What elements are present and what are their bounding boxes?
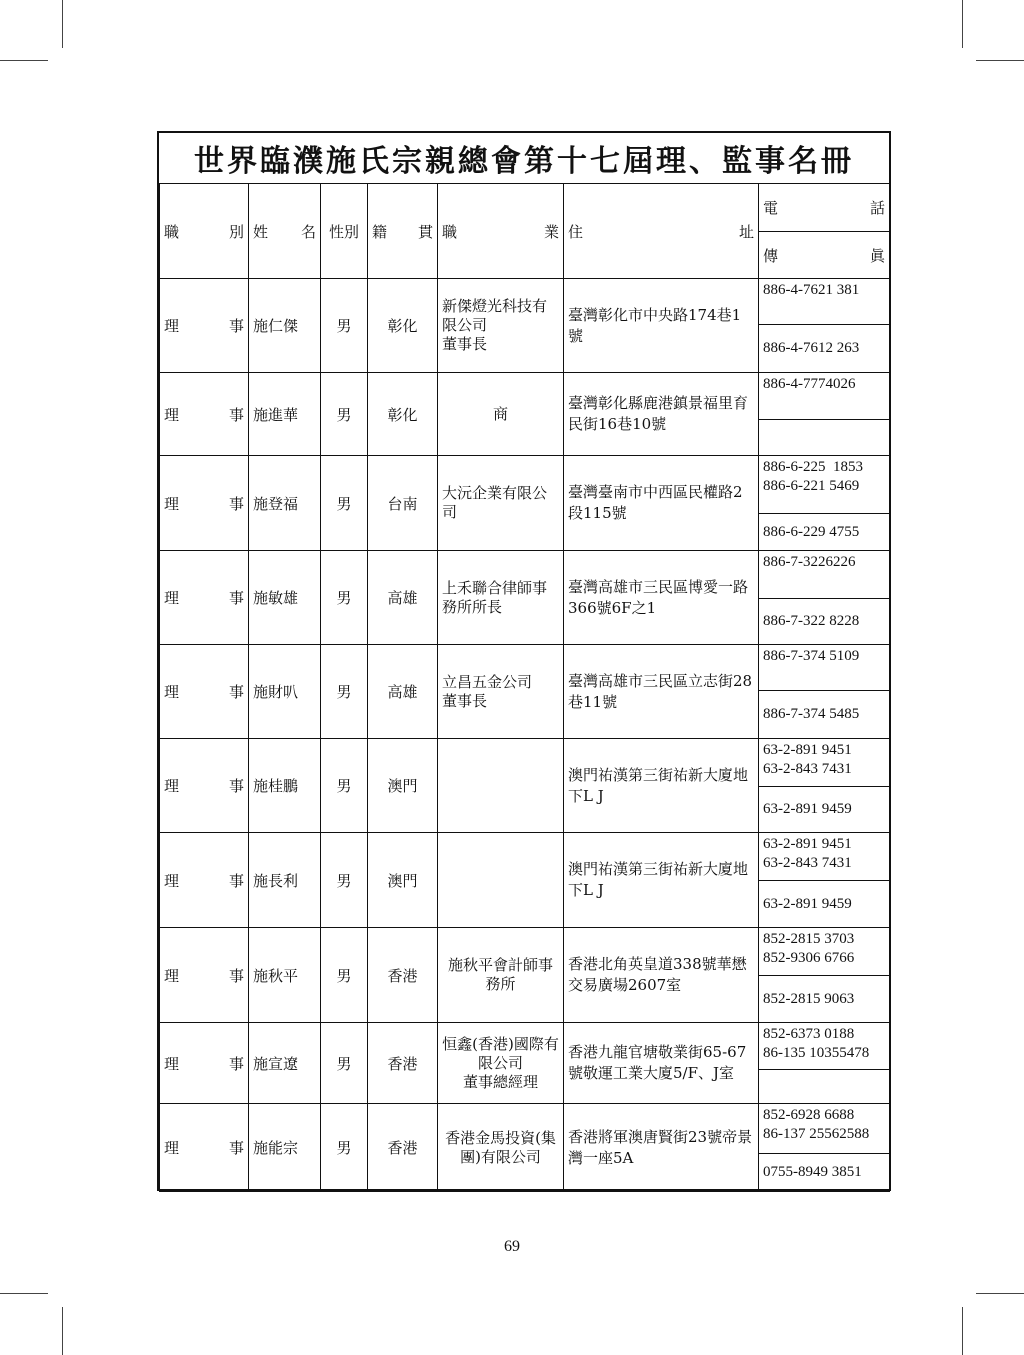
gender-cell: 男: [321, 279, 368, 373]
position-cell: 理 事: [160, 373, 249, 456]
gender-cell: 男: [321, 373, 368, 456]
position-cell: 理 事: [160, 279, 249, 373]
name-cell: 施進華: [249, 373, 321, 456]
crop-mark: [962, 1307, 963, 1355]
gender-cell: 男: [321, 1104, 368, 1192]
occupation-cell: 恒鑫(香港)國際有限公司 董事總經理: [438, 1023, 564, 1104]
position-cell: 理 事: [160, 1023, 249, 1104]
name-cell: 施秋平: [249, 928, 321, 1023]
fax-cell: 886-4-7612 263: [759, 325, 890, 373]
origin-cell: 彰化: [368, 279, 438, 373]
header-fax: 傳 眞: [759, 232, 890, 279]
address-cell: 臺灣高雄市三民區立志街28巷11號: [564, 645, 759, 739]
header-gender: 性別: [321, 184, 368, 279]
gender-cell: 男: [321, 551, 368, 645]
address-cell: 臺灣臺南市中西區民權路2段115號: [564, 456, 759, 551]
occupation-cell: 商: [438, 373, 564, 456]
position-cell: 理 事: [160, 739, 249, 833]
table-row: [160, 279, 890, 325]
crop-mark: [0, 1293, 48, 1294]
address-cell: 臺灣彰化市中央路174巷1號: [564, 279, 759, 373]
address-cell: 澳門祐漢第三街祐新大廈地下L J: [564, 833, 759, 928]
occupation-cell: 香港金馬投資(集團)有限公司: [438, 1104, 564, 1192]
fax-cell: 0755-8949 3851: [759, 1154, 890, 1192]
origin-cell: 台南: [368, 456, 438, 551]
table-row: [160, 1104, 890, 1154]
origin-cell: 高雄: [368, 551, 438, 645]
position-cell: 理 事: [160, 1104, 249, 1192]
table-row: [160, 833, 890, 881]
phone-cell: 886-7-374 5109: [759, 645, 890, 691]
origin-cell: 香港: [368, 1023, 438, 1104]
table-row: [160, 456, 890, 514]
origin-cell: 香港: [368, 928, 438, 1023]
phone-cell: 886-6-225 1853 886-6-221 5469: [759, 456, 890, 514]
name-cell: 施桂鵬: [249, 739, 321, 833]
gender-cell: 男: [321, 928, 368, 1023]
occupation-cell: [438, 833, 564, 928]
origin-cell: 澳門: [368, 739, 438, 833]
gender-cell: 男: [321, 1023, 368, 1104]
origin-cell: 高雄: [368, 645, 438, 739]
page-number: 69: [504, 1238, 520, 1255]
name-cell: 施長利: [249, 833, 321, 928]
position-cell: 理 事: [160, 456, 249, 551]
phone-cell: 852-6373 0188 86-135 10355478: [759, 1023, 890, 1070]
roster-table: [159, 183, 890, 1192]
address-cell: 臺灣彰化縣鹿港鎮景福里育民街16巷10號: [564, 373, 759, 456]
crop-mark: [976, 1293, 1024, 1294]
address-cell: 香港北角英皇道338號華懋交易廣場2607室: [564, 928, 759, 1023]
name-cell: 施敏雄: [249, 551, 321, 645]
fax-cell: 886-7-374 5485: [759, 691, 890, 739]
occupation-cell: 施秋平會計師事務所: [438, 928, 564, 1023]
header-origin: 籍 貫: [368, 184, 438, 279]
occupation-cell: 立昌五金公司 董事長: [438, 645, 564, 739]
crop-mark: [962, 0, 963, 48]
crop-mark: [0, 60, 48, 61]
origin-cell: 香港: [368, 1104, 438, 1192]
crop-mark: [976, 60, 1024, 61]
occupation-cell: 上禾聯合律師事務所所長: [438, 551, 564, 645]
occupation-cell: 大沅企業有限公司: [438, 456, 564, 551]
position-cell: 理 事: [160, 645, 249, 739]
header-address: 住 址: [564, 184, 759, 279]
header-occupation: 職 業: [438, 184, 564, 279]
address-cell: 臺灣高雄市三民區博愛一路366號6F之1: [564, 551, 759, 645]
header-name: 姓 名: [249, 184, 321, 279]
phone-cell: 886-4-7621 381: [759, 279, 890, 325]
phone-cell: 63-2-891 9451 63-2-843 7431: [759, 833, 890, 881]
occupation-cell: 新傑燈光科技有限公司 董事長: [438, 279, 564, 373]
name-cell: 施仁傑: [249, 279, 321, 373]
address-cell: 香港將軍澳唐賢街23號帝景灣一座5A: [564, 1104, 759, 1192]
document-title: 世界臨濮施氏宗親總會第十七屆理、監事名冊: [159, 133, 889, 184]
name-cell: 施宣遼: [249, 1023, 321, 1104]
phone-cell: 886-4-7774026: [759, 373, 890, 420]
table-row: [160, 373, 890, 420]
phone-cell: 886-7-3226226: [759, 551, 890, 599]
table-row: [160, 1023, 890, 1070]
gender-cell: 男: [321, 833, 368, 928]
phone-cell: 852-2815 3703 852-9306 6766: [759, 928, 890, 976]
gender-cell: 男: [321, 645, 368, 739]
gender-cell: 男: [321, 456, 368, 551]
address-cell: 澳門祐漢第三街祐新大廈地下L J: [564, 739, 759, 833]
phone-cell: 852-6928 6688 86-137 25562588: [759, 1104, 890, 1154]
header-position: 職 別: [160, 184, 249, 279]
table-row: [160, 551, 890, 599]
crop-mark: [62, 1307, 63, 1355]
roster-frame: [157, 131, 891, 1191]
position-cell: 理 事: [160, 551, 249, 645]
table-row: [160, 928, 890, 976]
fax-cell: 852-2815 9063: [759, 976, 890, 1023]
fax-cell: 63-2-891 9459: [759, 881, 890, 928]
fax-cell: [759, 420, 890, 456]
gender-cell: 男: [321, 739, 368, 833]
name-cell: 施能宗: [249, 1104, 321, 1192]
header-row: [160, 184, 890, 232]
address-cell: 香港九龍官塘敬業街65-67號敬運工業大廈5/F、J室: [564, 1023, 759, 1104]
table-row: [160, 645, 890, 691]
position-cell: 理 事: [160, 833, 249, 928]
header-phone: 電 話: [759, 184, 890, 232]
table-row: [160, 739, 890, 787]
origin-cell: 彰化: [368, 373, 438, 456]
position-cell: 理 事: [160, 928, 249, 1023]
fax-cell: 886-7-322 8228: [759, 599, 890, 645]
fax-cell: 63-2-891 9459: [759, 787, 890, 833]
fax-cell: [759, 1070, 890, 1104]
phone-cell: 63-2-891 9451 63-2-843 7431: [759, 739, 890, 787]
origin-cell: 澳門: [368, 833, 438, 928]
fax-cell: 886-6-229 4755: [759, 514, 890, 551]
name-cell: 施登福: [249, 456, 321, 551]
occupation-cell: [438, 739, 564, 833]
crop-mark: [62, 0, 63, 48]
name-cell: 施財叭: [249, 645, 321, 739]
